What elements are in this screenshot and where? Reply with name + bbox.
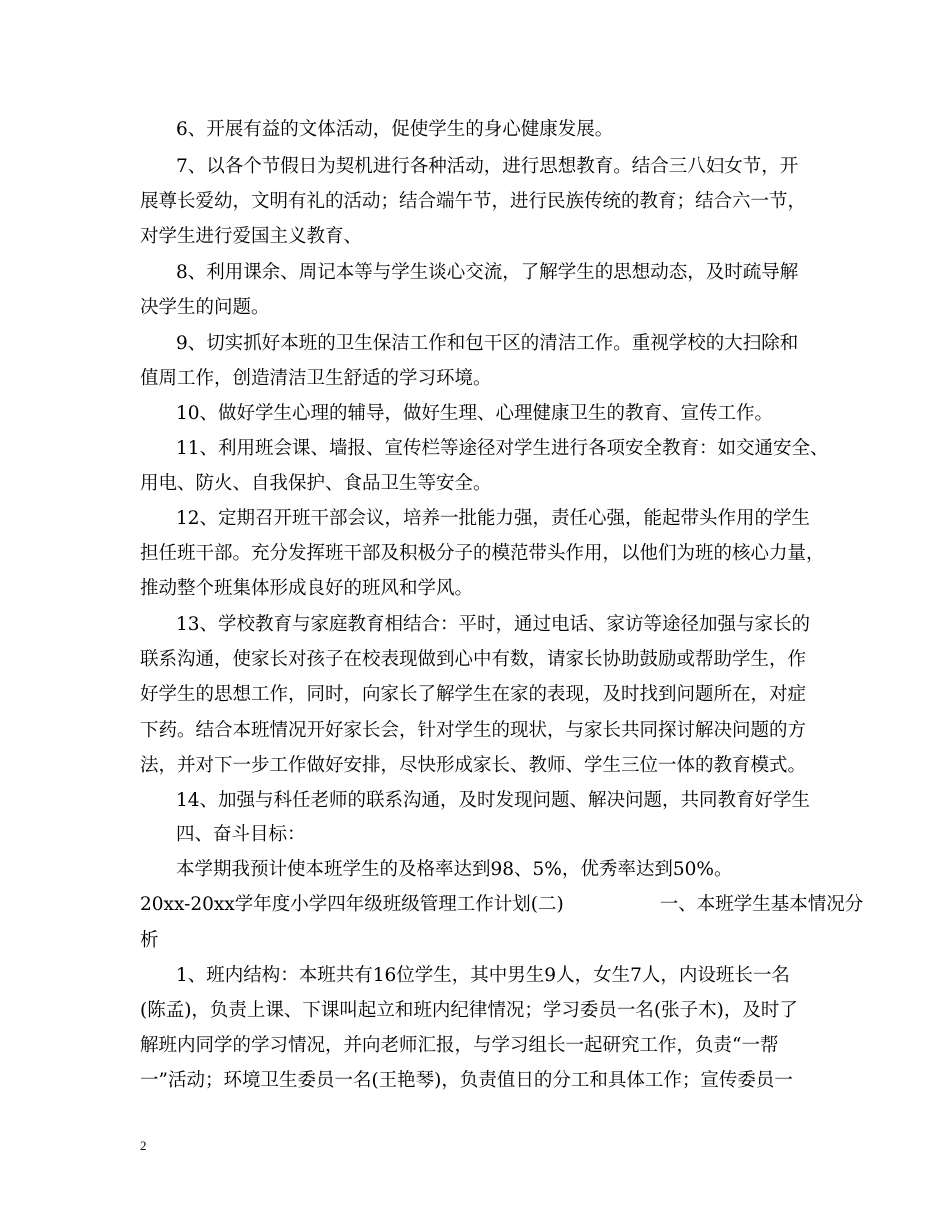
plan-title: 20xx-20xx学年度小学四年级班级管理工作计划(二) bbox=[140, 894, 564, 915]
text-line: 用电、防火、自我保护、食品卫生等安全。 bbox=[140, 473, 492, 494]
text-line: 8、利用课余、周记本等与学生谈心交流，了解学生的思想动态，及时疏导解 bbox=[176, 262, 799, 283]
text-line: 好学生的思想工作，同时，向家长了解学生在家的表现，及时找到问题所在，对症 bbox=[140, 684, 807, 705]
text-line: 10、做好学生心理的辅导，做好生理、心理健康卫生的教育、宣传工作。 bbox=[176, 403, 774, 424]
text-line: 法，并对下一步工作做好安排，尽快形成家长、教师、学生三位一体的教育模式。 bbox=[140, 755, 807, 776]
text-line: 12、定期召开班干部会议，培养一批能力强，责任心强，能起带头作用的学生 bbox=[176, 508, 811, 529]
section-title-line bbox=[140, 893, 863, 917]
text-line: 对学生进行爱国主义教育、 bbox=[140, 226, 363, 247]
section-heading: 一、本班学生基本情况分 bbox=[659, 894, 864, 915]
text-line: 13、学校教育与家庭教育相结合：平时，通过电话、家访等途径加强与家长的 bbox=[176, 614, 811, 635]
text-line: 9、切实抓好本班的卫生保洁工作和包干区的清洁工作。重视学校的大扫除和 bbox=[176, 333, 799, 354]
text-line: 14、加强与科任老师的联系沟通，及时发现问题、解决问题，共同教育好学生 bbox=[176, 790, 811, 811]
text-line: 1、班内结构：本班共有16位学生，其中男生9人，女生7人，内设班长一名 bbox=[176, 965, 790, 986]
page-number: 2 bbox=[140, 1138, 147, 1153]
text-line: 7、以各个节假日为契机进行各种活动，进行思想教育。结合三八妇女节，开 bbox=[176, 156, 799, 177]
text-line: 担任班干部。充分发挥班干部及积极分子的模范带头作用，以他们为班的核心力量， bbox=[140, 543, 825, 564]
text-line: 析 bbox=[140, 930, 159, 951]
text-line: 联系沟通，使家长对孩子在校表现做到心中有数，请家长协助鼓励或帮助学生，作 bbox=[140, 649, 807, 670]
text-line: 决学生的问题。 bbox=[140, 297, 270, 318]
text-line: 11、利用班会课、墙报、宣传栏等途径对学生进行各项安全教育：如交通安全、 bbox=[176, 438, 829, 459]
text-line: 推动整个班集体形成良好的班风和学风。 bbox=[140, 578, 474, 599]
text-line: 值周工作，创造清洁卫生舒适的学习环境。 bbox=[140, 368, 492, 389]
text-line: 6、开展有益的文体活动，促使学生的身心健康发展。 bbox=[176, 119, 614, 140]
text-line: 解班内同学的学习情况，并向老师汇报，与学习组长一起研究工作，负责“一帮 bbox=[140, 1035, 779, 1056]
text-line: 本学期我预计使本班学生的及格率达到98、5%，优秀率达到50%。 bbox=[176, 859, 733, 880]
text-line: (陈孟)，负责上课、下课叫起立和班内纪律情况；学习委员一名(张子木)，及时了 bbox=[140, 1000, 798, 1021]
text-line: 一”活动；环境卫生委员一名(王艳琴)，负责值日的分工和具体工作；宣传委员一 bbox=[140, 1070, 793, 1091]
text-line: 下药。结合本班情况开好家长会，针对学生的现状，与家长共同探讨解决问题的方 bbox=[140, 720, 807, 741]
text-line: 展尊长爱幼，文明有礼的活动；结合端午节，进行民族传统的教育；结合六一节， bbox=[140, 191, 807, 212]
text-line: 四、奋斗目标： bbox=[176, 824, 306, 845]
